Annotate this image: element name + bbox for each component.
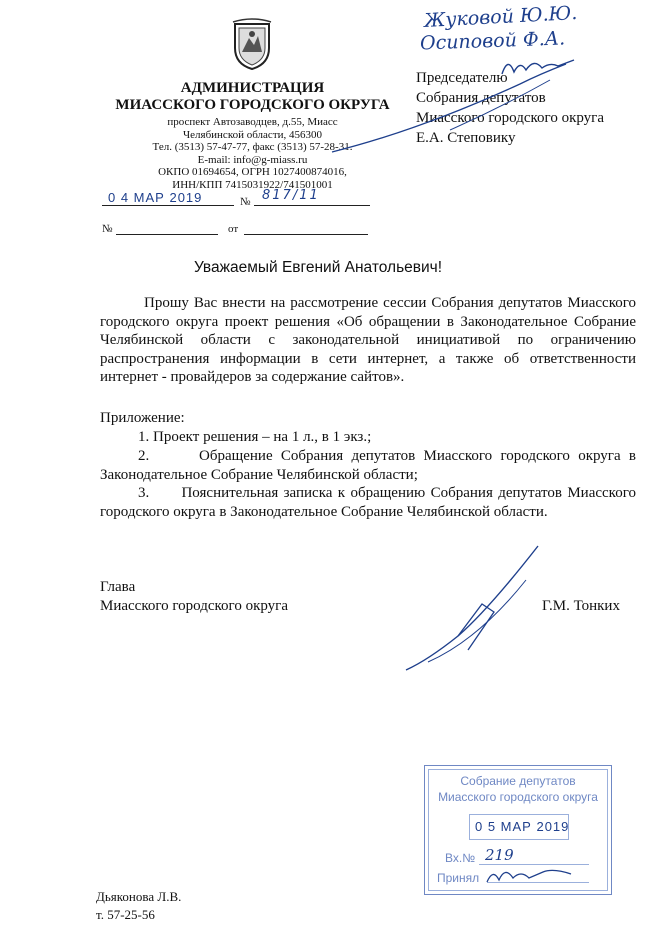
letter-greeting: Уважаемый Евгений Анатольевич! <box>193 259 443 276</box>
handwritten-signature <box>398 540 548 685</box>
attachment-item-3: 3. Пояснительная записка к обращению Собрания депутатов Миасского городского округа в Законодательное Собрание Челябинской области. <box>100 485 640 520</box>
stamp-accepted-signature <box>485 864 575 893</box>
incoming-registration-stamp <box>424 765 612 895</box>
signer-title-line-2: Миасского городского округа <box>100 598 288 614</box>
recipient-line: Миасского городского округа <box>416 110 604 126</box>
recipient-line: Е.А. Степовику <box>416 130 516 146</box>
address-line: Тел. (3513) 57-47-77, факс (3513) 57-28-31. <box>152 141 353 153</box>
address-line: проспект Автозаводцев, д.55, Миасс <box>167 116 338 128</box>
signer-title-line-1: Глава <box>100 579 136 595</box>
recipient-line: Председателю <box>416 70 508 86</box>
stamp-line-2: Миасского городского округа <box>438 790 598 804</box>
handwritten-resolution-line-1: Жуковой Ю.Ю. <box>423 2 578 32</box>
address-line: ИНН/КПП 7415031922/741501001 <box>172 178 333 191</box>
outgoing-date-line <box>102 205 234 206</box>
reference-from-label: от <box>228 223 239 235</box>
organization-line-2: МИАССКОГО ГОРОДСКОГО ОКРУГА <box>115 97 390 113</box>
address-line: E-mail: info@g-miass.ru <box>197 153 308 166</box>
reference-number-line <box>116 234 218 235</box>
outgoing-date-stamp: 0 4 МАР 2019 <box>108 190 203 205</box>
handwritten-resolution-line-2: Осиповой Ф.А. <box>419 27 566 55</box>
organization-line-1: АДМИНИСТРАЦИЯ <box>180 80 325 96</box>
executor-phone: т. 57-25-56 <box>96 907 155 922</box>
stamp-line-1: Собрание депутатов <box>460 774 576 788</box>
address-line: Челябинской области, 456300 <box>182 128 323 141</box>
attachment-item-2: 2. Обращение Собрания депутатов Миасского городского округа в Законодательное Собрание Челябинской области; <box>100 448 640 483</box>
outgoing-number-line <box>254 205 370 206</box>
address-line: ОКПО 01694654, ОГРН 1027400874016, <box>158 166 347 178</box>
outgoing-number-handwritten: 817/11 <box>262 188 320 203</box>
coat-of-arms-emblem <box>229 18 275 72</box>
recipient-line: Собрания депутатов <box>416 90 546 106</box>
executor-name: Дьяконова Л.В. <box>96 889 182 904</box>
pen-stroke-annotation <box>330 60 570 165</box>
letter-body-paragraph: Прошу Вас внести на рассмотрение сессии Собрания депутатов Миасского городского округа проект решения «Об обращении в Законодательное Собрание Челябинской области с законодательной инициативой по ограничению распространения информации в сети интернет, а также об ответственности интернет - провайдеров за содержание сайтов». <box>100 295 636 385</box>
outgoing-number-label: № <box>240 196 251 208</box>
stamp-date: 0 5 МАР 2019 <box>475 819 570 834</box>
stamp-accepted-label: Принял <box>437 871 480 885</box>
stamp-incoming-number: 219 <box>485 846 514 864</box>
reference-date-line <box>244 234 368 235</box>
signer-name: Г.М. Тонких <box>542 598 620 614</box>
attachments-title: Приложение: <box>100 410 185 426</box>
reference-number-label: № <box>102 223 113 235</box>
stamp-incoming-number-label: Вх.№ <box>445 851 476 865</box>
attachment-item-1: 1. Проект решения – на 1 л., в 1 экз.; <box>138 429 372 445</box>
